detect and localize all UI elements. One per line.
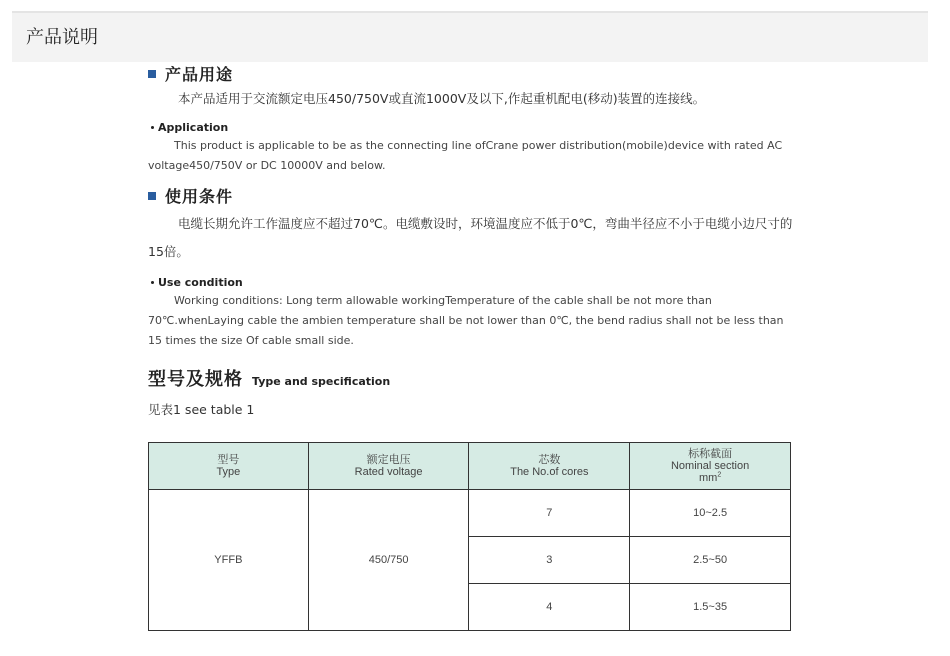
header-type-cn: 型号	[217, 454, 240, 466]
spec-heading-en: Type and specification	[252, 375, 391, 388]
see-table-note: 见表1 see table 1	[148, 402, 255, 417]
spec-table	[148, 442, 791, 631]
header-type-en: Type	[216, 466, 241, 478]
cell-section: 2.5~50	[630, 537, 791, 584]
usage-heading-text: 产品用途	[165, 65, 234, 84]
header-cores-en: The No.of cores	[510, 466, 589, 478]
cell-section: 10~2.5	[630, 490, 791, 537]
header-voltage	[308, 443, 469, 490]
header-cores	[469, 443, 630, 490]
header-section-unit	[630, 472, 790, 484]
cell-cores: 3	[469, 537, 630, 584]
application-text: This product is applicable to be as the connecting line ofCrane power distribution(mobile)device with rated AC voltage450/750V or DC 10000V and below.	[148, 139, 783, 172]
condition-heading	[148, 184, 798, 207]
table-row	[149, 490, 791, 537]
header-bar	[12, 13, 928, 62]
header-cores-cn: 芯数	[538, 454, 561, 466]
unit-text: mm	[698, 472, 718, 484]
header-section	[630, 443, 791, 490]
use-condition-heading	[148, 276, 798, 289]
cell-voltage: 450/750	[308, 490, 469, 631]
square-bullet-icon	[148, 192, 156, 200]
application-heading-text: Application	[158, 121, 229, 134]
unit-superscript: 2	[717, 471, 722, 479]
product-description	[148, 62, 798, 418]
condition-text: 电缆长期允许工作温度应不超过70℃。电缆敷设时，环境温度应不低于0℃，弯曲半径应不小于电缆小边尺寸的15倍。	[148, 216, 793, 259]
dot-bullet-icon	[151, 126, 154, 129]
page-title: 产品说明	[26, 27, 98, 48]
header-voltage-en: Rated voltage	[354, 466, 423, 478]
cell-section: 1.5~35	[630, 584, 791, 631]
cell-type: YFFB	[149, 490, 309, 631]
square-bullet-icon	[148, 70, 156, 78]
header-section-cn: 标称截面	[688, 448, 733, 460]
header-type	[149, 443, 309, 490]
use-condition-text: Working conditions: Long term allowable workingTemperature of the cable shall be not more than 70℃.whenLaying cable the ambien temperature shall be not lower than 0℃, the bend radius shall not be less than 15 times the size Of cable small side.	[148, 294, 784, 347]
cell-cores: 4	[469, 584, 630, 631]
condition-heading-text: 使用条件	[165, 187, 234, 206]
application-heading	[148, 121, 798, 134]
cell-cores: 7	[469, 490, 630, 537]
header-section-en: Nominal section	[670, 460, 750, 472]
spec-heading-cn: 型号及规格	[148, 369, 243, 390]
table-header-row	[149, 443, 791, 490]
use-condition-heading-text: Use condition	[158, 276, 243, 289]
dot-bullet-icon	[151, 281, 154, 284]
usage-heading	[148, 62, 798, 85]
header-voltage-cn: 额定电压	[366, 454, 411, 466]
spec-heading	[148, 365, 798, 391]
usage-text: 本产品适用于交流额定电压450/750V或直流1000V及以下,作起重机配电(移动)装置的连接线。	[178, 91, 706, 106]
